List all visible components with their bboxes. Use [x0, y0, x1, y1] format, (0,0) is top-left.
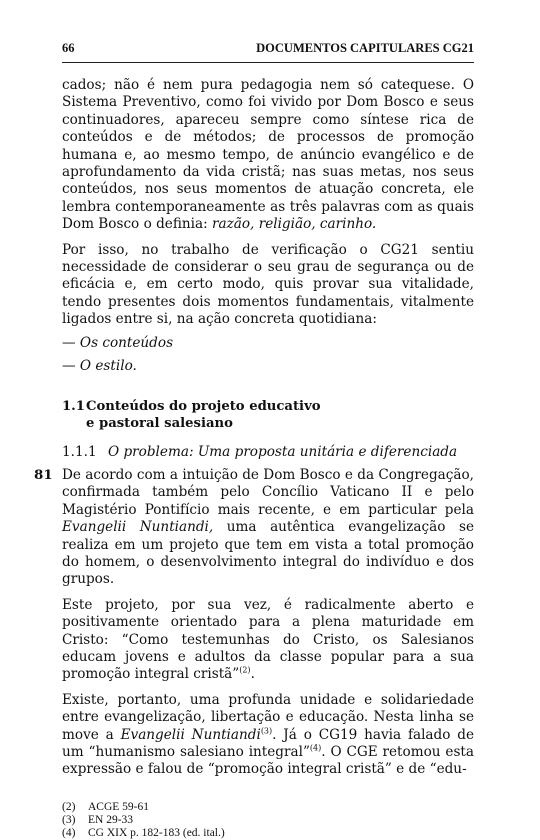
list-item-text: O estilo. [79, 358, 137, 375]
footnote [62, 814, 474, 827]
footnotes [62, 801, 474, 840]
list-item-text: Os conteúdos [79, 334, 174, 351]
paragraph-text: . Já o CG19 havia falado de um “humanismo salesiano integral” [62, 726, 474, 760]
footnote-mark: (3) [62, 814, 76, 827]
footnote-mark: (4) [62, 827, 76, 840]
paragraph-text: cados; não é nem pura pedagogia nem só catequese. O Sistema Preventivo, como foi vivido por Dom Bosco e seus continuadores, apareceu sempre como síntese rica de conteúdos e de métodos; de processos de promoção humana e, ao mesmo tempo, de anúncio evangélico e de aprofundamento da vida cristã; nas suas metas, nos seus conteúdos, nos seus momentos de atuação concreta, ele lembra contemporaneamente as três palavras com as quais Dom Bosco o definia: [62, 77, 474, 233]
section-number: 1.1 [62, 398, 85, 414]
footnote-text: EN 29-33 [88, 814, 134, 827]
document-title-italic: Evangelii Nuntiandi, [62, 519, 214, 536]
paragraph-text: De acordo com a intuição de Dom Bosco e da Congregação, confirmada também pelo Concílio Vaticano II e pelo Magistério Pontifício mais recente, e em particular pela [62, 466, 474, 518]
subsection-title: O problema: Uma proposta unitária e diferenciada [108, 443, 458, 460]
paragraph-text: . O CGE retomou esta expressão e falou de “promoção integral cristã” e de “edu- [62, 744, 474, 778]
running-head [62, 40, 474, 56]
running-title: DOCUMENTOS CAPITULARES CG21 [256, 41, 474, 55]
subsection-number: 1.1.1 [62, 443, 97, 460]
preventive-system-terms: razão, religião, carinho. [212, 216, 377, 233]
subsection-heading [62, 444, 474, 461]
list-dash: — [62, 358, 76, 375]
footnote [62, 801, 474, 814]
margin-number: 81 [34, 466, 53, 483]
paragraph-evangelization [62, 467, 474, 589]
section-title [80, 398, 321, 432]
list-item-style [62, 358, 474, 375]
list-item-contents [62, 335, 474, 352]
list-dash: — [62, 334, 76, 351]
paragraph-text: uma autêntica evangelização se realiza em um projeto que tem em vista a total promoção do homem, o desenvolvimento integral do indivíduo e dos grupos. [62, 519, 474, 588]
paragraph-text: . [250, 666, 255, 683]
footnote-ref-3[interactable]: (3) [260, 726, 273, 736]
footnote [62, 827, 474, 840]
footnote-text: ACGE 59-61 [88, 800, 150, 813]
paragraph-project [62, 597, 474, 684]
paragraph-text: Este projeto, por sua vez, é radicalmente aberto e positivamente orientado para a plena maturidade em Cristo: “Como testemunhas do Cristo, os Salesianos educam jovens e adultos da classe popular para a sua promoção integral cristã” [62, 596, 474, 683]
section-title-line-2: e pastoral salesiano [86, 415, 233, 431]
paragraph-verification: Por isso, no trabalho de verificação o CG21 sentiu necessidade de considerar o seu grau de segurança ou de eficácia e, em certo modo, quis provar sua vitalidade, tendo presentes dois momentos fundamentais, vitalmente ligados entre si, na ação concreta quotidiana: [62, 241, 474, 328]
footnote-mark: (2) [62, 800, 76, 813]
page-number: 66 [62, 41, 75, 55]
document-page [34, 40, 474, 840]
section-heading [62, 398, 474, 432]
numbered-paragraph [34, 466, 474, 589]
header-rule [62, 62, 474, 63]
footnote-text: CG XIX p. 182-183 (ed. ital.) [88, 827, 225, 840]
footnote-ref-2[interactable]: (2) [239, 665, 251, 675]
paragraph-text: Existe, portanto, uma profunda unidade e solidariedade entre evangelização, libertação e educação. Nesta linha se move a [62, 691, 474, 743]
section-title-line-1: Conteúdos do projeto educativo [86, 398, 321, 414]
document-title-italic: Evangelii Nuntiandi [120, 726, 261, 743]
paragraph-unity [62, 692, 474, 779]
paragraph-continuation [62, 77, 474, 234]
footnote-ref-4[interactable]: (4) [309, 743, 322, 753]
